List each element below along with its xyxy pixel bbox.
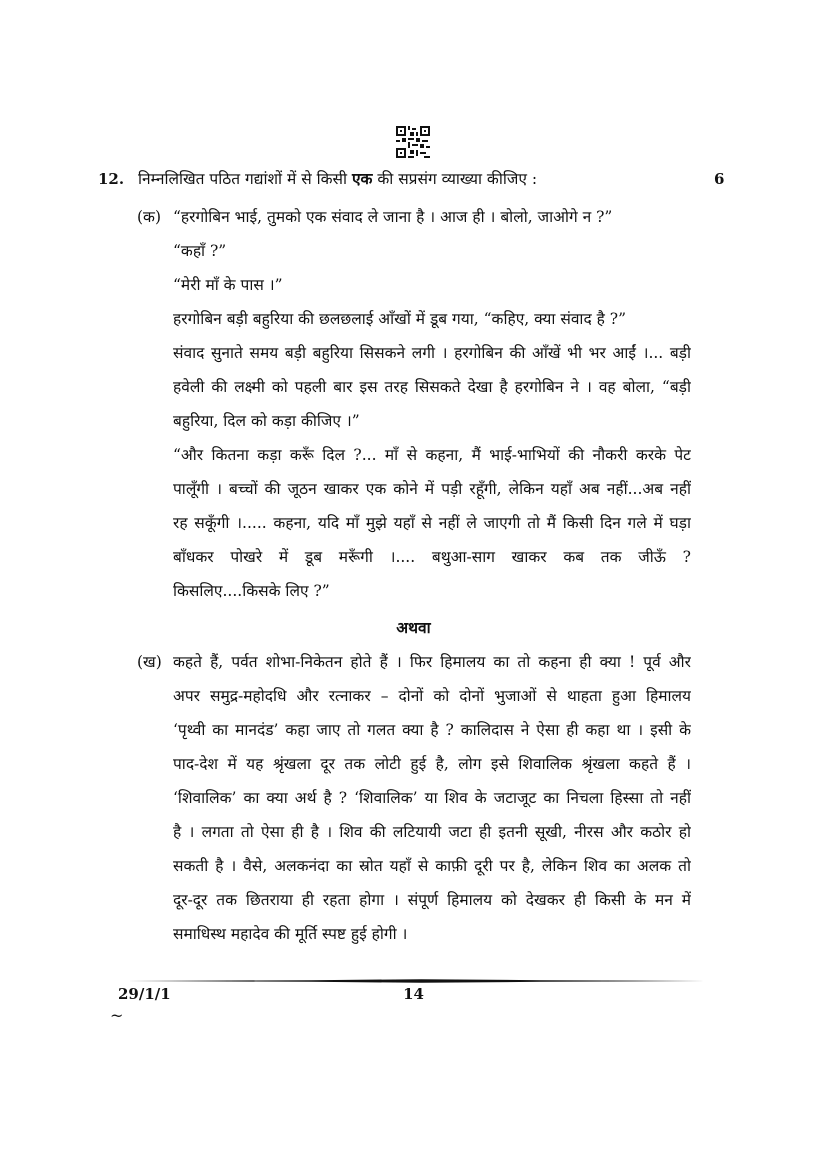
passage-line: हवेली की लक्ष्मी को पहली बार इस तरह सिसकते देखा है हरगोबिन ने । वह बोला, “बड़ी (173, 378, 691, 396)
passage-line: बाँधकर पोखरे में डूब मरूँगी ।.... बथुआ-साग खाकर कब तक जीऊँ ? (173, 548, 691, 566)
section-kha-label: (ख) (137, 653, 162, 671)
paper-code: 29/1/1 (118, 985, 171, 1003)
passage-line: पालूँगी । बच्चों की जूठन खाकर एक कोने में पड़ी रहूँगी, लेकिन यहाँ अब नहीं...अब नहीं (173, 480, 691, 498)
question-text: निम्नलिखित पठित गद्यांशों में से किसी एक की सप्रसंग व्याख्या कीजिए : (138, 169, 538, 188)
passage-line: “हरगोबिन भाई, तुमको एक संवाद ले जाना है । आज ही । बोलो, जाओगे न ?” (173, 208, 613, 226)
passage-line: ‘शिवालिक’ का क्या अर्थ है ? ‘शिवालिक’ या शिव के जटाजूट का निचला हिस्सा तो नहीं (173, 789, 691, 807)
passage-line: ‘पृथ्वी का मानदंड’ कहा जाए तो गलत क्या है ? कालिदास ने ऐसा ही कहा था । इसी के (173, 721, 691, 739)
passage-line: कहते हैं, पर्वत शोभा-निकेतन होते हैं । फिर हिमालय का तो कहना ही क्या ! पूर्व और (173, 653, 691, 671)
passage-line: बहुरिया, दिल को कड़ा कीजिए ।” (173, 412, 360, 430)
passage-line: रह सकूँगी ।..... कहना, यदि माँ मुझे यहाँ से नहीं ले जाएगी तो मैं किसी दिन गले में घड़ा (173, 514, 691, 532)
passage-line: समाधिस्थ महादेव की मूर्ति स्पष्ट हुई होगी । (173, 925, 408, 943)
question-header (0, 167, 827, 191)
section-ka-label: (क) (137, 208, 161, 226)
passage-line: सकती है । वैसे, अलकनंदा का स्रोत यहाँ से काफ़ी दूरी पर है, लेकिन शिव का अलक तो (173, 857, 691, 875)
passage-line: अपर समुद्र-महोदधि और रत्नाकर – दोनों को दोनों भुजाओं से थाहता हुआ हिमालय (173, 687, 691, 705)
athva-divider: अथवा (396, 618, 431, 637)
passage-line: “मेरी माँ के पास ।” (173, 276, 283, 294)
question-number: 12. (98, 170, 125, 188)
passage-line: है । लगता तो ऐसा ही है । शिव की लटियायी जटा ही इतनी सूखी, नीरस और कठोर हो (173, 823, 691, 841)
passage-line: संवाद सुनाते समय बड़ी बहुरिया सिसकने लगी । हरगोबिन की आँखें भी भर आईं ।... बड़ी (173, 344, 691, 362)
section-kha-passage (173, 645, 691, 951)
qr-code-icon (396, 126, 430, 158)
passage-line: “कहाँ ?” (173, 242, 227, 260)
passage-line: किसलिए....किसके लिए ?” (173, 582, 330, 600)
question-marks: 6 (714, 170, 725, 188)
passage-line: “और कितना कड़ा करूँ दिल ?... माँ से कहना, मैं भाई-भाभियों की नौकरी करके पेट (173, 446, 691, 464)
page-number: 14 (403, 985, 424, 1003)
passage-line: हरगोबिन बड़ी बहुरिया की छलछलाई आँखों में डूब गया, “कहिए, क्या संवाद है ?” (173, 310, 626, 328)
section-ka-passage (173, 200, 691, 608)
passage-line: पाद-देश में यह श्रृंखला दूर तक लोटी हुई है, लोग इसे शिवालिक श्रृंखला कहते हैं । (173, 755, 691, 773)
footer-tilde: ~ (110, 1006, 124, 1025)
passage-line: दूर-दूर तक छितराया ही रहता होगा । संपूर्ण हिमालय को देखकर ही किसी के मन में (173, 891, 691, 909)
